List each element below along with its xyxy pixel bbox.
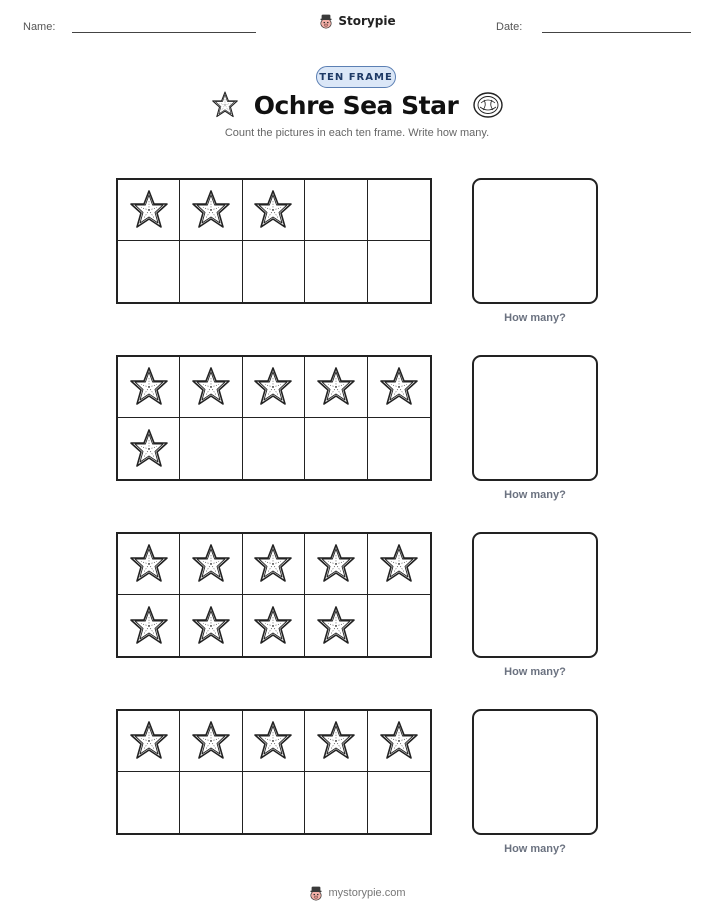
sea-star-icon <box>472 91 504 119</box>
ten-frame-cell <box>180 241 242 302</box>
sea-star-icon <box>127 188 171 232</box>
ten-frame-cell <box>118 711 180 772</box>
ten-frame-cell <box>180 357 242 418</box>
sea-star-icon <box>189 604 233 648</box>
sea-star-icon <box>189 542 233 586</box>
answer-box-2[interactable] <box>472 355 598 481</box>
ten-frame-cell <box>180 180 242 241</box>
ten-frame-cell <box>118 772 180 833</box>
sea-star-icon <box>210 90 240 120</box>
ten-frame-cell <box>243 180 305 241</box>
ten-frame-cell <box>243 241 305 302</box>
sea-star-icon <box>251 719 295 763</box>
ten-frame-cell <box>368 357 430 418</box>
ten-frame-cell <box>118 595 180 656</box>
ten-frame-cell <box>118 357 180 418</box>
sea-star-icon <box>189 719 233 763</box>
ten-frame-cell <box>243 534 305 595</box>
sea-star-icon <box>127 542 171 586</box>
ten-frame-cell <box>243 595 305 656</box>
pig-mascot-icon <box>308 885 324 901</box>
date-line[interactable] <box>542 32 691 33</box>
name-label: Name: <box>23 21 56 33</box>
ten-frame-cell <box>368 595 430 656</box>
ten-frame-cell <box>305 534 367 595</box>
ten-frame-cell <box>368 418 430 479</box>
ten-frame-1 <box>116 178 432 304</box>
sea-star-icon <box>127 427 171 471</box>
ten-frame-cell <box>368 534 430 595</box>
sea-star-icon <box>377 542 421 586</box>
page-title: Ochre Sea Star <box>253 90 459 120</box>
name-line[interactable] <box>72 32 256 33</box>
brand-logo <box>0 13 714 29</box>
ten-frame-cell <box>368 711 430 772</box>
sea-star-icon <box>189 365 233 409</box>
ten-frame-cell <box>368 772 430 833</box>
sea-star-icon <box>251 604 295 648</box>
ten-frame-cell <box>305 357 367 418</box>
sea-star-icon <box>377 719 421 763</box>
sea-star-icon <box>251 542 295 586</box>
ten-frame-cell <box>180 418 242 479</box>
sea-star-icon <box>251 188 295 232</box>
how-many-label-1: How many? <box>504 312 566 324</box>
ten-frame-cell <box>305 241 367 302</box>
ten-frame-cell <box>368 180 430 241</box>
sea-star-icon <box>251 365 295 409</box>
how-many-label-4: How many? <box>504 843 566 855</box>
ten-frame-cell <box>118 418 180 479</box>
sea-star-icon <box>127 719 171 763</box>
sea-star-icon <box>314 604 358 648</box>
sea-star-icon <box>314 542 358 586</box>
ten-frame-cell <box>180 711 242 772</box>
ten-frame-cell <box>118 241 180 302</box>
ten-frame-cell <box>305 595 367 656</box>
date-label: Date: <box>496 21 523 33</box>
sea-star-icon <box>189 188 233 232</box>
how-many-label-3: How many? <box>504 666 566 678</box>
ten-frame-3 <box>116 532 432 658</box>
ten-frame-4 <box>116 709 432 835</box>
sea-star-icon <box>377 365 421 409</box>
ten-frame-cell <box>118 180 180 241</box>
ten-frame-badge: TEN FRAME <box>316 66 396 88</box>
how-many-label-2: How many? <box>504 489 566 501</box>
ten-frame-cell <box>305 180 367 241</box>
ten-frame-2 <box>116 355 432 481</box>
sea-star-icon <box>314 719 358 763</box>
title-row <box>0 90 714 120</box>
footer <box>0 885 714 901</box>
sea-star-icon <box>127 604 171 648</box>
sea-star-icon <box>127 365 171 409</box>
ten-frame-cell <box>368 241 430 302</box>
answer-box-3[interactable] <box>472 532 598 658</box>
brand-name: Storypie <box>338 14 396 28</box>
sea-star-icon <box>314 365 358 409</box>
ten-frame-cell <box>305 418 367 479</box>
pig-mascot-icon <box>318 13 334 29</box>
ten-frame-cell <box>305 711 367 772</box>
instructions: Count the pictures in each ten frame. Write how many. <box>224 127 490 139</box>
ten-frame-cell <box>243 357 305 418</box>
ten-frame-cell <box>180 595 242 656</box>
answer-box-4[interactable] <box>472 709 598 835</box>
ten-frame-cell <box>243 418 305 479</box>
ten-frame-cell <box>243 772 305 833</box>
footer-url[interactable]: mystorypie.com <box>328 887 406 899</box>
ten-frame-cell <box>180 534 242 595</box>
ten-frame-cell <box>305 772 367 833</box>
ten-frame-cell <box>243 711 305 772</box>
ten-frame-cell <box>118 534 180 595</box>
ten-frame-cell <box>180 772 242 833</box>
answer-box-1[interactable] <box>472 178 598 304</box>
